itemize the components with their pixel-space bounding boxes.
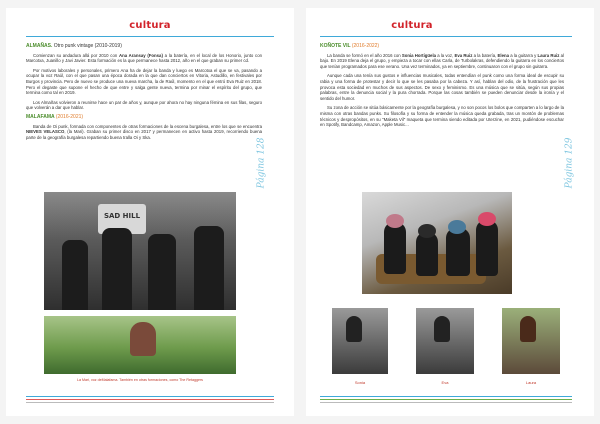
left-text-column (26, 44, 262, 144)
thumb-photo-laura (502, 308, 560, 374)
section-heading-malafama: MALAFAMA (2016-2021) (26, 113, 84, 120)
brand-logo (120, 20, 180, 31)
thumb-caption-eva: Eva (441, 380, 449, 385)
header-rule (320, 36, 572, 37)
right-page (306, 8, 594, 416)
section-heading-almanas: ALMAÑAS. Otro punk vintage (2010-2019) (26, 43, 122, 49)
thumb-caption-laura: Laura (525, 380, 537, 385)
right-text-column (320, 44, 564, 132)
sad-hill-sign: SAD HILL (98, 204, 146, 234)
paragraph: Los Almañas volvieron a reunirse hace un par de años y, aunque por ahora no hay ninguna fémina en sus filas, seguro que volverán a dar que hablar. (26, 99, 262, 111)
paragraph: Aunque cada una tenía sus gustos e influencias musicales, todas entendían el punk como una forma ideal de escupir su rabia y una forma de protestar y decir lo que se les pasaba por la cabeza. Y así, hablan del odio, de la frustración que les provoca esta sociedad en muchos de sus aspectos. De sexo y feminismo. Es una música que se sitúa, según sus propias palabras, entre la denuncia social y la pura chorrada. Porque las cosas también se pueden denunciar desde la ironía y el sentido del humor. (320, 73, 564, 101)
photo-caption: La Mari, voz deMalafama. También en otras formaciones, como The Retaggers (77, 378, 203, 382)
page-number-label: Página 129 (564, 137, 575, 189)
header-rule (26, 36, 274, 37)
thumb-photo-eva (416, 308, 474, 374)
paragraph: Por motivos laborales y personales, primero Ana ha de dejar la banda y luego es Marcotxa el que se va, pasando a ocupar la voz Raúl, con el que pasan una época dorada en la que dan conciertos en Vitoria, Astudillo, en festivales por Burgos y provincia. Pero de nuevo se produce una nueva marcha, la de Raúl, momento en el que entró Eva Ruiz en 2018. Pero el degaste que supone el hecho de que entre y salga gente nueva, termina por minar el espíritu del grupo, que termina como tal en 2019. (26, 67, 262, 96)
paragraph: La banda se formó en el año 2016 con Sonia Hortigüela a la voz, Eva Ruiz a la batería, Elena a la guitarra y Laura Ruiz al bajo. En 2019 Elena deja el grupo, y empieza a tocar con ellas Carla, de Turbolakras, defendiendo la guitarra en los conciertos que tenían programados para ese verano. Una vez terminados, ya en septiembre, continuaron con el grupo sin guitarra. (320, 52, 565, 69)
la-mari-photo (44, 316, 236, 374)
konote-vil-band-photo (362, 192, 512, 294)
paragraph: Su zona de acción se sitúa básicamente por la geografía burgalesa, y no son pocos los bolos que comparten a lo largo de la misma con otras bandas punks. Su filosofía y su forma de entender la música queda grabada, tras un montón de problemas técnicos y despropósitos, en su "Maketa Vil" maqueta que termina siendo editada por Uterzine, en 2021, pudiéndose escuchar en Spotify, Bandcamp, Amazon, Apple Music... (320, 105, 564, 128)
thumb-caption-sonia: Sonia (354, 380, 366, 385)
left-page (6, 8, 294, 416)
page-number-label: Página 128 (256, 137, 267, 189)
brand-text: cultura (129, 20, 171, 31)
paragraph: Banda de Oi punk, formada con componentes de otras formaciones de la escena burgalesa, entre los que se encuentra NIEVES VELASCO, (la Mari). Graban su primer disco en 2017 y permanecen en activo hasta 2019, recorriendo buena parte de la geografía burgalesa repartiendo buena tralla Oi y Ska. (26, 123, 262, 140)
paragraph: Comienzan su andadura allá por 2010 con Ana Aransay (Fonsa) a la batería, en el local de los Honorio, junto con Marcotxa, Juanillo y Javi Javier. Esta formación es la que permanece hasta 2012, año en el que graban su primer cd. (26, 52, 262, 64)
section-heading-konote-vil: KOÑOTE VIL (2016-2022) (320, 43, 380, 49)
malafama-band-photo (44, 192, 236, 310)
brand-text: cultura (391, 20, 433, 31)
brand-logo (382, 20, 442, 31)
thumb-photo-sonia (332, 308, 388, 374)
